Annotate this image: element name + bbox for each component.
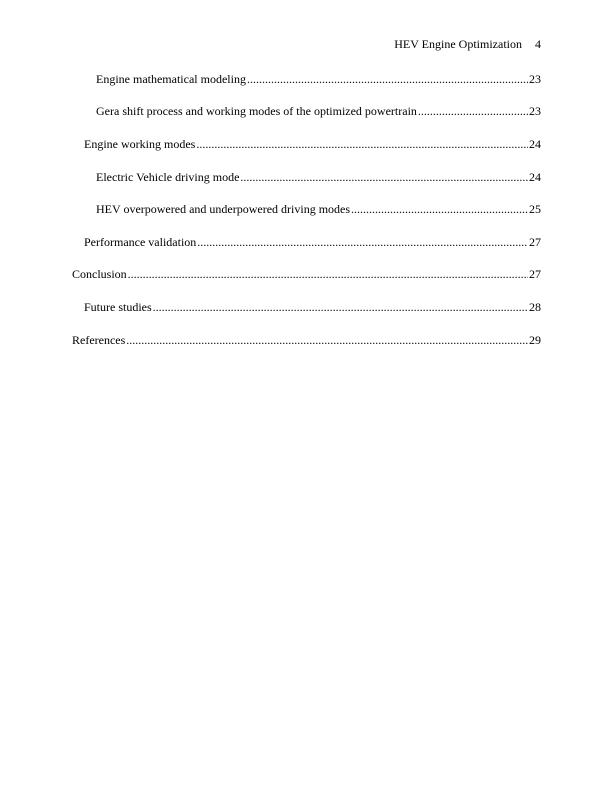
toc-entry-label: Gera shift process and working modes of the optimized powertrain xyxy=(96,104,417,118)
toc-entry-page: 27 xyxy=(529,235,541,249)
toc-dot-leader xyxy=(418,104,528,118)
toc-dot-leader xyxy=(153,300,528,314)
toc-entry-label: Engine mathematical modeling xyxy=(96,72,246,86)
running-title: HEV Engine Optimization xyxy=(394,37,522,51)
toc-dot-leader xyxy=(247,72,528,86)
toc-entry-label: Engine working modes xyxy=(84,137,196,151)
toc-dot-leader xyxy=(126,333,528,347)
toc-entry-label: Conclusion xyxy=(72,267,127,281)
page-number: 4 xyxy=(535,37,541,51)
toc-dot-leader xyxy=(128,267,528,281)
toc-entry-label: Electric Vehicle driving mode xyxy=(96,170,240,184)
toc-entry-label: References xyxy=(72,333,126,347)
toc-entry-engine-mathematical-modeling[interactable] xyxy=(96,72,541,86)
toc-entry-future-studies[interactable] xyxy=(84,300,541,314)
toc-entry-performance-validation[interactable] xyxy=(84,235,541,249)
toc-entry-page: 28 xyxy=(529,300,541,314)
toc-entry-conclusion[interactable] xyxy=(72,267,541,281)
toc-entry-references[interactable] xyxy=(72,333,541,347)
toc-entry-page: 24 xyxy=(529,170,541,184)
toc-entry-hev-driving-modes[interactable] xyxy=(96,202,541,216)
toc-dot-leader xyxy=(240,170,528,184)
toc-entry-engine-working-modes[interactable] xyxy=(84,137,541,151)
toc-dot-leader xyxy=(351,202,528,216)
toc-entry-gear-shift-process[interactable] xyxy=(96,104,541,118)
toc-dot-leader xyxy=(196,137,528,151)
toc-entry-page: 25 xyxy=(529,202,541,216)
toc-entry-page: 23 xyxy=(529,72,541,86)
toc-entry-label: Performance validation xyxy=(84,235,197,249)
toc-entry-label: Future studies xyxy=(84,300,152,314)
toc-dot-leader xyxy=(197,235,528,249)
toc-entry-page: 29 xyxy=(529,333,541,347)
toc-entry-page: 24 xyxy=(529,137,541,151)
toc-entry-page: 23 xyxy=(529,104,541,118)
toc-entry-page: 27 xyxy=(529,267,541,281)
toc-entry-electric-vehicle-driving-mode[interactable] xyxy=(96,170,541,184)
toc-entry-label: HEV overpowered and underpowered driving modes xyxy=(96,202,351,216)
